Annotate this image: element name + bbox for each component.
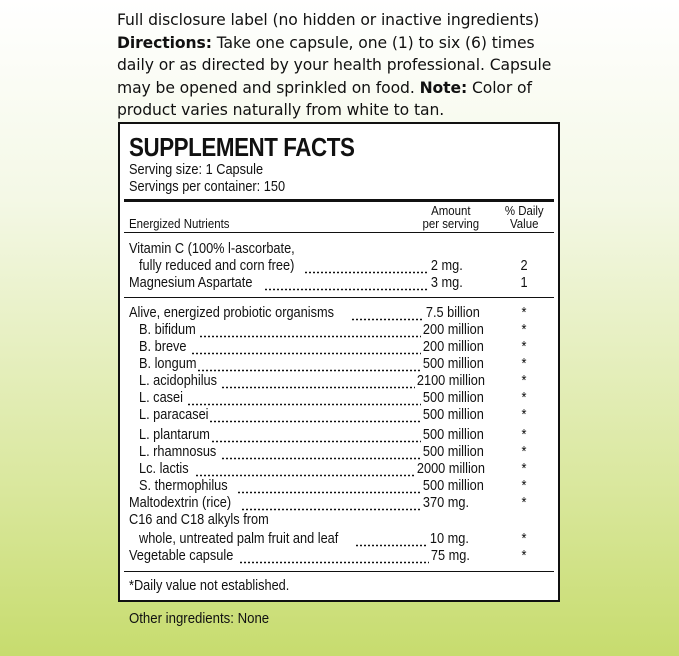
nutrient-dv: 2 — [520, 258, 528, 274]
strain-name: B. longum — [139, 356, 197, 372]
nutrient-name: Vegetable capsule — [129, 548, 234, 564]
strain-dv: * — [521, 444, 527, 460]
nutrient-name: Maltodextrin (rice) — [129, 495, 232, 511]
nutrient-amount: 10 mg. — [429, 531, 469, 547]
strain-amount: 500 million — [422, 478, 484, 494]
note-label: Note: — [419, 78, 468, 97]
directions-text: Take one capsule, one (1) to six (6) times daily or as directed by your health professional. Capsule may be opened and sprinkled on food. — [117, 33, 552, 97]
strain-amount: 500 million — [422, 444, 484, 460]
strain-name: B. bifidum — [139, 322, 196, 338]
nutrient-dv: * — [521, 495, 527, 511]
header-rule — [124, 199, 554, 202]
footer-rule — [124, 571, 554, 572]
nutrient-amount: 370 mg. — [422, 495, 469, 511]
nutrient-name: Alive, energized probiotic organisms — [129, 305, 334, 321]
strain-name: B. breve — [139, 339, 187, 355]
strain-amount: 2100 million — [416, 373, 485, 389]
nutrient-name: Vitamin C (100% l-ascorbate, — [129, 241, 295, 257]
nutrient-name: whole, untreated palm fruit and leaf — [139, 531, 339, 547]
panel-title: SUPPLEMENT FACTS — [129, 132, 355, 162]
strain-name: Lc. lactis — [139, 461, 189, 477]
strain-name: L. plantarum — [139, 427, 210, 443]
nutrient-amount: 7.5 billion — [425, 305, 480, 321]
strain-dv: * — [521, 356, 527, 372]
supplement-facts-panel — [118, 122, 560, 602]
strain-dv: * — [521, 478, 527, 494]
nutrient-dv: 1 — [520, 275, 528, 291]
nutrient-amount: 75 mg. — [430, 548, 470, 564]
strain-dv: * — [521, 390, 527, 406]
strain-amount: 500 million — [422, 390, 484, 406]
strain-name: L. casei — [139, 390, 183, 406]
serving-size: Serving size: 1 Capsule — [129, 162, 264, 178]
nutrient-name: Magnesium Aspartate — [129, 275, 253, 291]
strain-dv: * — [521, 322, 527, 338]
intro-text — [117, 9, 567, 122]
nutrient-dv: * — [521, 548, 527, 564]
nutrient-dv: * — [521, 305, 527, 321]
col-amount: Amount per serving — [422, 203, 480, 231]
disclosure-line: Full disclosure label (no hidden or inactive ingredients) — [117, 11, 540, 29]
strain-name: L. acidophilus — [139, 373, 218, 389]
strain-amount: 200 million — [422, 322, 484, 338]
nutrient-amount: 2 mg. — [430, 258, 463, 274]
strain-amount: 500 million — [422, 407, 484, 423]
strain-amount: 2000 million — [416, 461, 485, 477]
col-nutrients: Energized Nutrients — [129, 216, 230, 231]
strain-amount: 500 million — [422, 427, 484, 443]
nutrient-dv: * — [521, 531, 527, 547]
strain-name: L. rhamnosus — [139, 444, 217, 460]
strain-dv: * — [521, 461, 527, 477]
servings-per-container: Servings per container: 150 — [129, 179, 286, 195]
col-daily-value: % Daily Value — [504, 203, 544, 231]
nutrient-name: fully reduced and corn free) — [139, 258, 295, 274]
section-rule — [124, 297, 554, 298]
strain-name: S. thermophilus — [139, 478, 228, 494]
other-ingredients: Other ingredients: None — [129, 610, 270, 627]
strain-dv: * — [521, 407, 527, 423]
footnote: *Daily value not established. — [129, 578, 290, 594]
directions-label: Directions: — [117, 33, 212, 52]
strain-dv: * — [521, 373, 527, 389]
strain-dv: * — [521, 339, 527, 355]
strain-dv: * — [521, 427, 527, 443]
strain-name: L. paracasei — [139, 407, 209, 423]
strain-amount: 500 million — [422, 356, 484, 372]
column-rule — [124, 232, 554, 233]
nutrient-name: C16 and C18 alkyls from — [129, 512, 269, 528]
strain-amount: 200 million — [422, 339, 484, 355]
nutrient-amount: 3 mg. — [430, 275, 463, 291]
note-text: Color of product varies naturally from white to tan. — [117, 78, 532, 119]
